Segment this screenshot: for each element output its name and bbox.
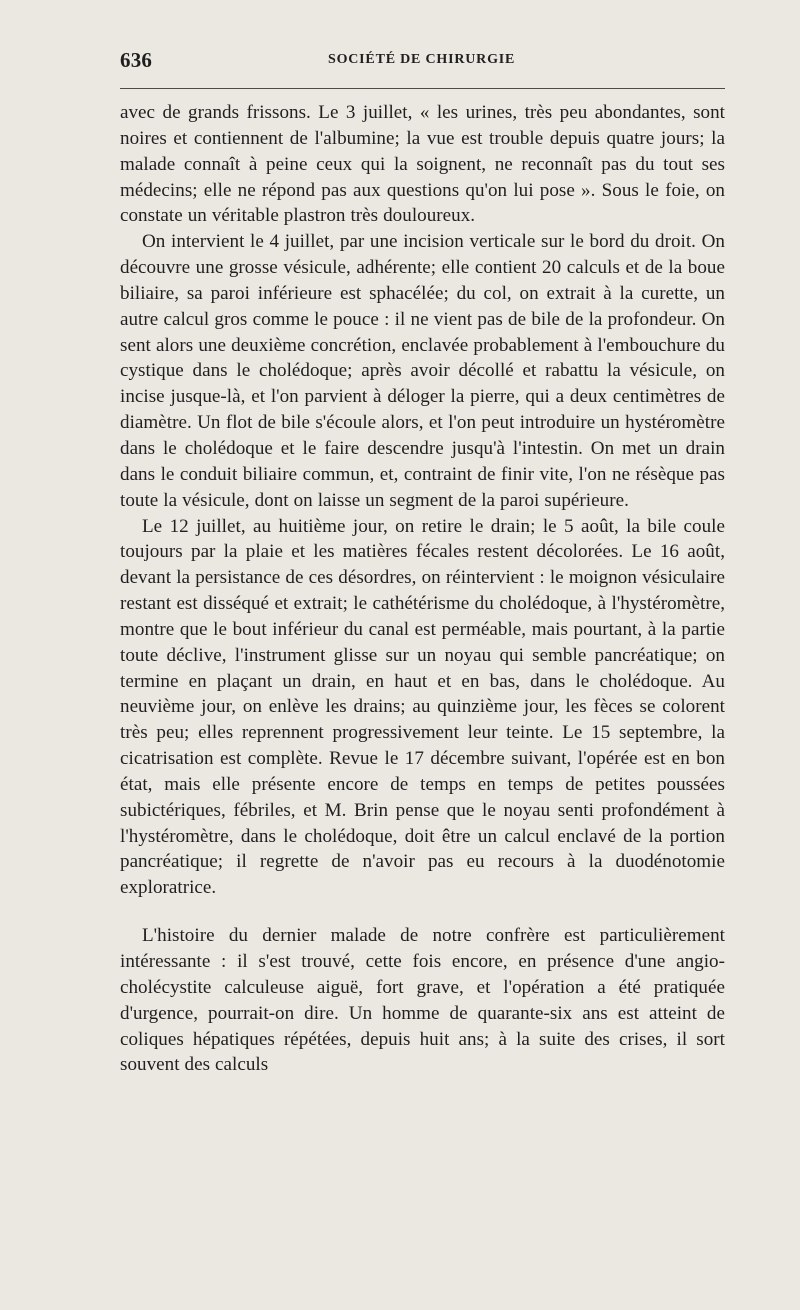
running-head-title: SOCIÉTÉ DE CHIRURGIE — [328, 52, 516, 67]
paragraph-4: L'histoire du dernier malade de notre confrère est particulièrement intéressante : il s'est trouvé, cette fois encore, en présence d'une angio-cholécystite calculeuse aiguë, fort grave, et l'opération a été pratiquée d'urgence, pourrait-on dire. Un homme de quarante-six ans est atteint de coliques hépatiques répétées, depuis huit ans; à la suite des crises, il sort souvent des calculs — [120, 925, 725, 1076]
paragraph-2: On intervient le 4 juillet, par une incision verticale sur le bord du droit. On découvre une grosse vésicule, adhérente; elle contient 20 calculs et de la boue biliaire, sa paroi inférieure est sphacélée; du col, on extrait à la curette, un autre calcul gros comme le pouce : il ne vient pas de bile de la profondeur. On sent alors une deuxième concrétion, enclavée probablement à l'embouchure du cystique dans le cholédoque; après avoir décollé et rabattu la vésicule, on incise jusque-là, et l'on parvient à déloger la pierre, qui a deux centimètres de diamètre. Un flot de bile s'écoule alors, et l'on peut introduire un hystéromètre dans le cholédoque et le faire descendre jusqu'à l'intestin. On met un drain dans le conduit biliaire commun, et, contraint de finir vite, l'on ne résèque pas toute la vésicule, dont on laisse un segment de la paroi supérieure. — [120, 231, 725, 511]
paragraph-1: avec de grands frissons. Le 3 juillet, « les urines, très peu abondantes, sont noires et contiennent de l'albumine; la vue est trouble depuis quatre jours; la malade connaît à peine ceux qui la soignent, ne reconnaît pas du tout ses médecins; elle ne répond pas aux questions qu'on lui pose ». Sous le foie, on constate un véritable plastron très douloureux. — [120, 102, 725, 227]
body-text — [120, 100, 725, 1300]
running-head — [120, 48, 725, 74]
page-number: 636 — [120, 48, 153, 72]
header-rule — [120, 88, 725, 89]
paragraph-3: Le 12 juillet, au huitième jour, on retire le drain; le 5 août, la bile coule toujours par la plaie et les matières fécales restent décolorées. Le 16 août, devant la persistance de ces désordres, on réintervient : le moignon vésiculaire restant est disséqué et extrait; le cathétérisme du cholédoque, à l'hystéromètre, montre que le bout inférieur du canal est perméable, mais pourtant, à la partie toute déclive, l'instrument glisse sur un noyau qui semble pancréatique; on termine en plaçant un drain, en haut et en bas, dans le cholédoque. Au neuvième jour, on enlève les drains; au quinzième jour, les fèces se colorent très peu; elles reprennent progressivement leur teinte. Le 15 septembre, la cicatrisation est complète. Revue le 17 décembre suivant, l'opérée est en bon état, mais elle présente encore de temps en temps de petites poussées subictériques, fébriles, et M. Brin pense que le noyau senti profondément à l'hystéromètre, dans le cholédoque, doit être un calcul enclavé de la portion pancréatique; il regrette de n'avoir pas eu recours à la duodénotomie exploratrice. — [120, 515, 725, 899]
